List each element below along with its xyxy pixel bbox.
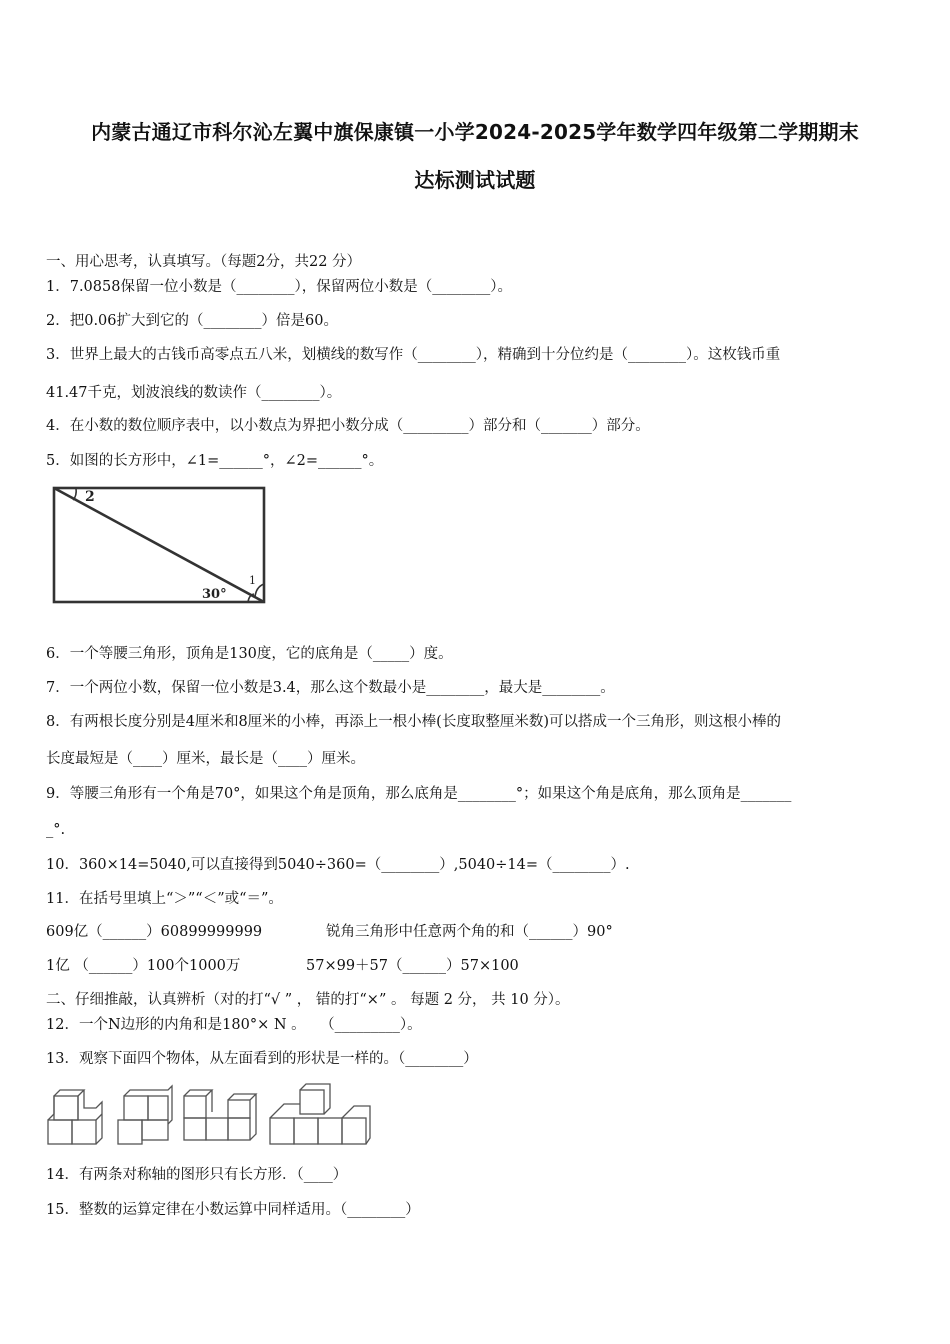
question-14: 14．有两条对称轴的图形只有长方形．（____） [46,1167,348,1183]
cube-object-3 [184,1090,256,1140]
section1-heading: 一、用心思考，认真填写。（每题2分，共22 分） [46,254,362,270]
question-1: 1．7.0858保留一位小数是（________），保留两位小数是（________）。 [46,279,512,295]
angle-2-arc [73,488,76,500]
question-8-line1: 8．有两根长度分别是4厘米和8厘米的小棒，再添上一根小棒(长度取整厘米数)可以搭成一个三角形，则这根小棒的 [46,714,781,730]
angle-2-label: 2 [85,489,95,505]
question-10: 10．360×14=5040,可以直接得到5040÷360=（________）,5040÷14=（________）. [46,857,630,873]
question-3-line2: 41.47千克，划波浪线的数读作（________）。 [46,385,342,401]
question-11-item-b: 锐角三角形中任意两个角的和（______）90° [326,924,613,940]
question-3-line1: 3．世界上最大的古钱币高零点五八米，划横线的数写作（________），精确到十分位约是（________）。这枚钱币重 [46,347,781,363]
diagonal-line [54,488,264,602]
rectangle-diagonal-figure [50,484,268,608]
angle-30-label: 30° [202,587,227,602]
question-6: 6．一个等腰三角形，顶角是130度，它的底角是（_____）度。 [46,646,453,662]
section2-heading: 二、仔细推敲，认真辨析（对的打“√ ” ， 错的打“×” 。 每题 2 分， 共 10 分）。 [46,992,570,1008]
question-4: 4．在小数的数位顺序表中，以小数点为界把小数分成（_________）部分和（_______）部分。 [46,418,650,434]
question-11-item-c: 1亿 （______）100个1000万 [46,958,241,974]
cube-object-4 [270,1084,370,1144]
cube-object-1 [48,1090,102,1144]
question-7: 7．一个两位小数，保留一位小数是3.4，那么这个数最小是________，最大是________。 [46,680,615,696]
cube-object-2 [118,1086,172,1144]
question-13: 13．观察下面四个物体，从左面看到的形状是一样的。（________） [46,1051,478,1067]
question-2: 2．把0.06扩大到它的（________）倍是60。 [46,313,338,329]
question-12: 12．一个N边形的内角和是180°× N 。 （_________）。 [46,1017,422,1033]
page-title-line2: 达标测试试题 [414,168,536,192]
question-15: 15．整数的运算定律在小数运算中同样适用。（________） [46,1202,420,1218]
page-title-line1: 内蒙古通辽市科尔沁左翼中旗保康镇一小学2024-2025学年数学四年级第二学期期末 [91,120,859,144]
angle-1-arc [255,584,264,597]
angle-1-label: 1 [249,574,256,587]
question-9-line1: 9．等腰三角形有一个角是70°，如果这个角是顶角，那么底角是________°；如果这个角是底角，那么顶角是_______ [46,786,792,802]
question-11-item-d: 57×99＋57（______）57×100 [306,958,519,974]
question-5: 5．如图的长方形中，∠1=______°，∠2=______°。 [46,453,384,469]
question-9-line2: _°. [46,822,66,838]
question-11-item-a: 609亿（______）60899999999 [46,924,263,940]
question-11: 11．在括号里填上“＞”“＜”或“＝”。 [46,891,283,907]
cube-objects-figure [44,1080,374,1150]
question-8-line2: 长度最短是（____）厘米，最长是（____）厘米。 [46,751,365,767]
